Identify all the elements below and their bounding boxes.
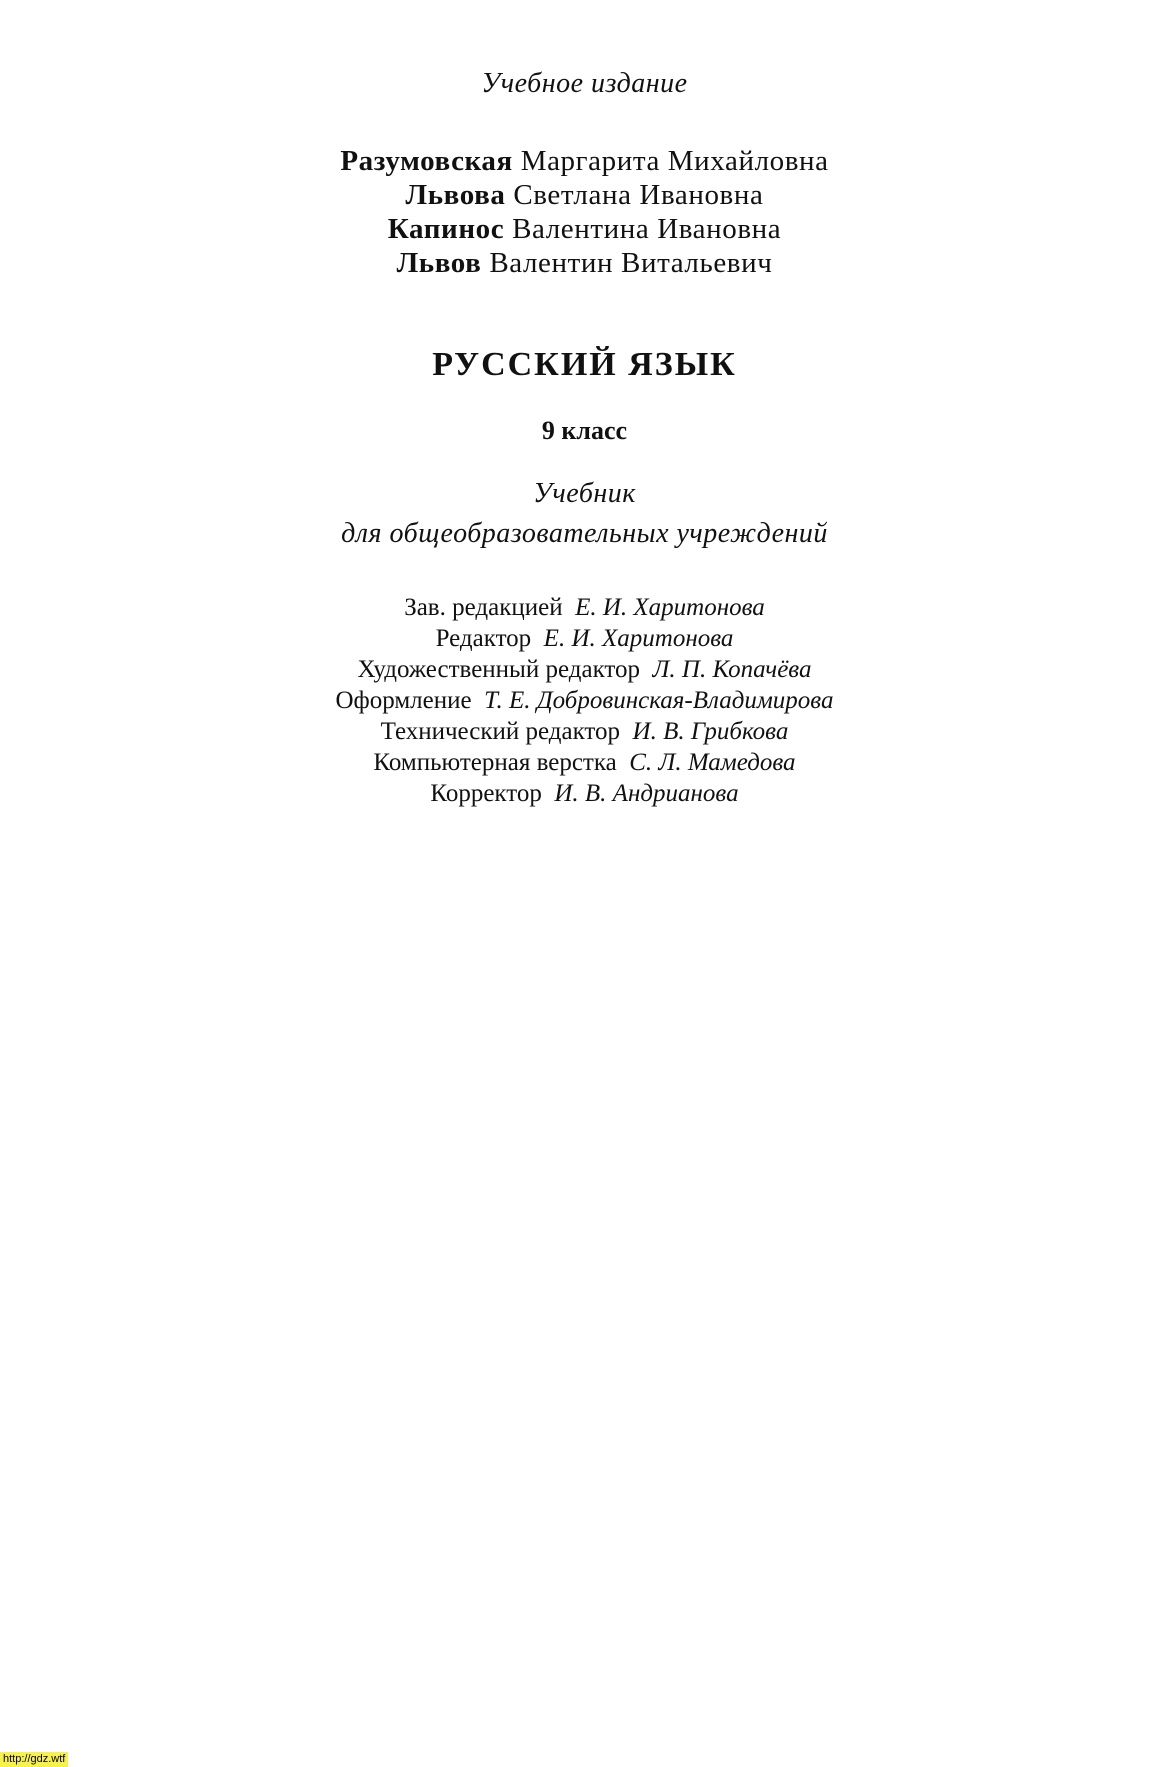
authors-block <box>0 144 1169 280</box>
book-kind-line: Учебник <box>533 478 636 509</box>
book-kind <box>0 474 1169 554</box>
book-kind-line: для общеобразовательных учреждений <box>341 518 828 549</box>
author-line <box>0 246 1169 280</box>
credit-name: И. В. Андрианова <box>554 780 739 807</box>
author-given-names: Маргарита Михайловна <box>520 145 829 177</box>
credit-line <box>0 716 1169 747</box>
author-given-names: Валентина Ивановна <box>512 213 782 245</box>
credit-role: Компьютерная верстка <box>373 749 617 776</box>
author-line <box>0 178 1169 212</box>
author-given-names: Валентин Витальевич <box>489 247 773 279</box>
author-surname: Львов <box>396 247 482 279</box>
grade-label: 9 класс <box>541 416 628 445</box>
credit-line <box>0 592 1169 623</box>
credit-role: Корректор <box>430 780 542 807</box>
edition-type: Учебное издание <box>481 68 688 99</box>
credit-line <box>0 778 1169 809</box>
author-surname: Разумовская <box>340 145 513 177</box>
credit-line <box>0 623 1169 654</box>
book-title: РУССКИЙ ЯЗЫК <box>432 346 737 383</box>
watermark-link[interactable]: http://gdz.wtf <box>0 1752 68 1767</box>
author-line <box>0 144 1169 178</box>
credit-line <box>0 654 1169 685</box>
author-line <box>0 212 1169 246</box>
credit-name: Е. И. Харитонова <box>575 594 765 621</box>
author-surname: Львова <box>405 179 506 211</box>
credit-line <box>0 747 1169 778</box>
credit-name: И. В. Грибкова <box>632 718 789 745</box>
credit-role: Художественный редактор <box>357 656 640 683</box>
author-given-names: Светлана Ивановна <box>513 179 764 211</box>
credit-role: Оформление <box>335 687 472 714</box>
credit-name: Т. Е. Добровинская-Владимирова <box>484 687 834 714</box>
credits-block <box>0 592 1169 809</box>
credit-name: Е. И. Харитонова <box>543 625 734 652</box>
author-surname: Капинос <box>387 213 505 245</box>
credit-role: Технический редактор <box>380 718 621 745</box>
credit-name: Л. П. Копачёва <box>652 656 812 683</box>
credit-role: Зав. редакцией <box>404 594 563 621</box>
credit-line <box>0 685 1169 716</box>
credit-name: С. Л. Мамедова <box>629 749 796 776</box>
credit-role: Редактор <box>435 625 532 652</box>
